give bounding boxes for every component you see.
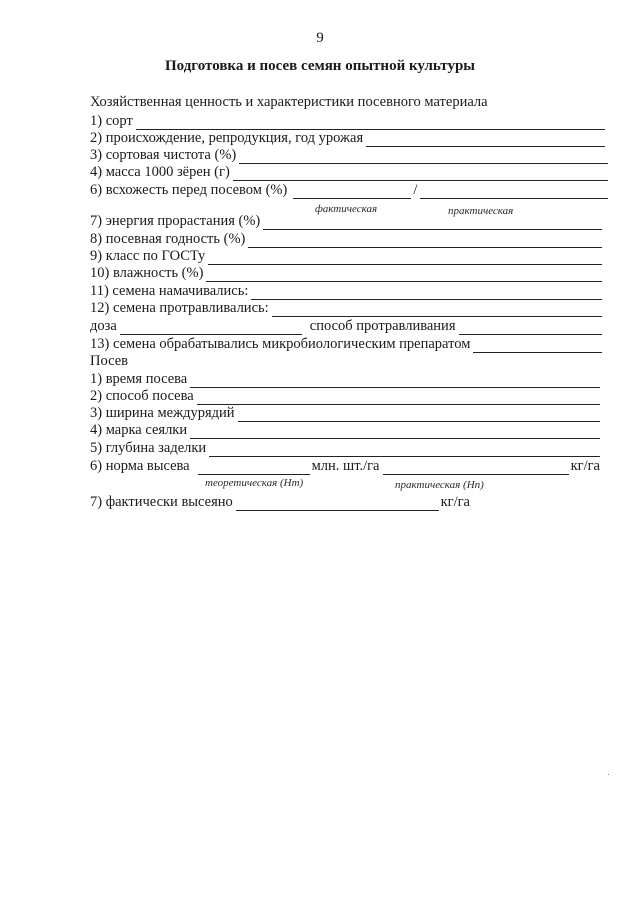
input-line[interactable]	[208, 251, 602, 265]
page-title: Подготовка и посев семян опытной культуры	[164, 58, 476, 74]
section-heading-sowing: Посев	[90, 353, 128, 369]
input-line-practical[interactable]	[420, 185, 608, 199]
field-seeder-model	[90, 422, 600, 439]
scan-speck	[608, 774, 609, 775]
field-label-method: способ протравливания	[309, 318, 456, 334]
field-row-spacing	[90, 405, 600, 422]
input-line-actual[interactable]	[293, 185, 411, 199]
field-seeding-depth	[90, 440, 600, 457]
field-label: 2) происхождение, репродукция, год урожая	[90, 130, 364, 146]
field-label: 2) способ посева	[90, 388, 194, 404]
field-label-dose: доза	[90, 318, 117, 334]
field-seeding-rate	[90, 458, 600, 475]
input-line[interactable]	[197, 391, 600, 405]
input-line-dose[interactable]	[120, 321, 302, 335]
field-variety	[90, 113, 605, 130]
input-line-method[interactable]	[459, 321, 603, 335]
field-actually-sown	[90, 494, 470, 511]
field-treated	[90, 300, 602, 317]
input-line[interactable]	[272, 303, 602, 317]
input-line[interactable]	[236, 497, 439, 511]
input-line[interactable]	[263, 216, 602, 230]
field-label: 7) энергия прорастания (%)	[90, 213, 261, 229]
input-line[interactable]	[251, 286, 602, 300]
field-gost-class	[90, 248, 602, 265]
unit-million-per-ha: млн. шт./га	[311, 458, 380, 474]
field-sowing-method	[90, 388, 600, 405]
unit-kg-per-ha: кг/га	[440, 494, 470, 510]
input-line-theoretical[interactable]	[198, 461, 310, 475]
input-line[interactable]	[206, 268, 602, 282]
field-label: 8) посевная годность (%)	[90, 231, 246, 247]
section-heading-characteristics: Хозяйственная ценность и характеристики посевного материала	[90, 94, 488, 110]
field-label: 3) ширина междурядий	[90, 405, 235, 421]
field-microbiological	[90, 336, 602, 353]
caption-actual: фактическая	[315, 203, 378, 215]
field-label: 4) марка сеялки	[90, 422, 188, 438]
field-moisture	[90, 265, 602, 282]
field-germination-energy	[90, 213, 602, 230]
input-line[interactable]	[239, 150, 608, 164]
input-line[interactable]	[136, 116, 605, 130]
input-line[interactable]	[238, 408, 600, 422]
input-line[interactable]	[248, 234, 602, 248]
caption-practical-rate: практическая (Нп)	[395, 479, 484, 491]
field-label: 10) влажность (%)	[90, 265, 204, 281]
field-label: 1) сорт	[90, 113, 133, 129]
field-dose-method	[90, 318, 602, 335]
field-label: 5) глубина заделки	[90, 440, 207, 456]
field-label: 6) всхожесть перед посевом (%)	[90, 182, 288, 198]
field-sowing-suitability	[90, 231, 602, 248]
input-line[interactable]	[190, 425, 600, 439]
field-label: 9) класс по ГОСТу	[90, 248, 206, 264]
field-label: 4) масса 1000 зёрен (г)	[90, 164, 230, 180]
caption-practical: практическая	[448, 205, 514, 217]
input-line[interactable]	[366, 133, 605, 147]
field-label: 12) семена протравливались:	[90, 300, 269, 316]
field-label: 1) время посева	[90, 371, 188, 387]
field-sowing-time	[90, 371, 600, 388]
unit-kg-per-ha: кг/га	[570, 458, 600, 474]
field-origin	[90, 130, 605, 147]
separator: /	[413, 182, 418, 198]
field-varietal-purity	[90, 147, 608, 164]
field-label: 6) норма высева	[90, 458, 190, 474]
input-line[interactable]	[190, 374, 600, 388]
field-label: 3) сортовая чистота (%)	[90, 147, 237, 163]
field-label: 13) семена обрабатывались микробиологическим препаратом	[90, 336, 471, 352]
input-line-practical[interactable]	[383, 461, 569, 475]
field-germination	[90, 182, 608, 199]
input-line[interactable]	[209, 443, 600, 457]
field-thousand-seed-mass	[90, 164, 608, 181]
input-line[interactable]	[473, 339, 602, 353]
caption-theoretical: теоретическая (Нт)	[205, 477, 304, 489]
input-line[interactable]	[233, 167, 608, 181]
field-label: 7) фактически высеяно	[90, 494, 233, 510]
page-number: 9	[316, 30, 324, 46]
field-soaked	[90, 283, 602, 300]
field-label: 11) семена намачивались:	[90, 283, 249, 299]
